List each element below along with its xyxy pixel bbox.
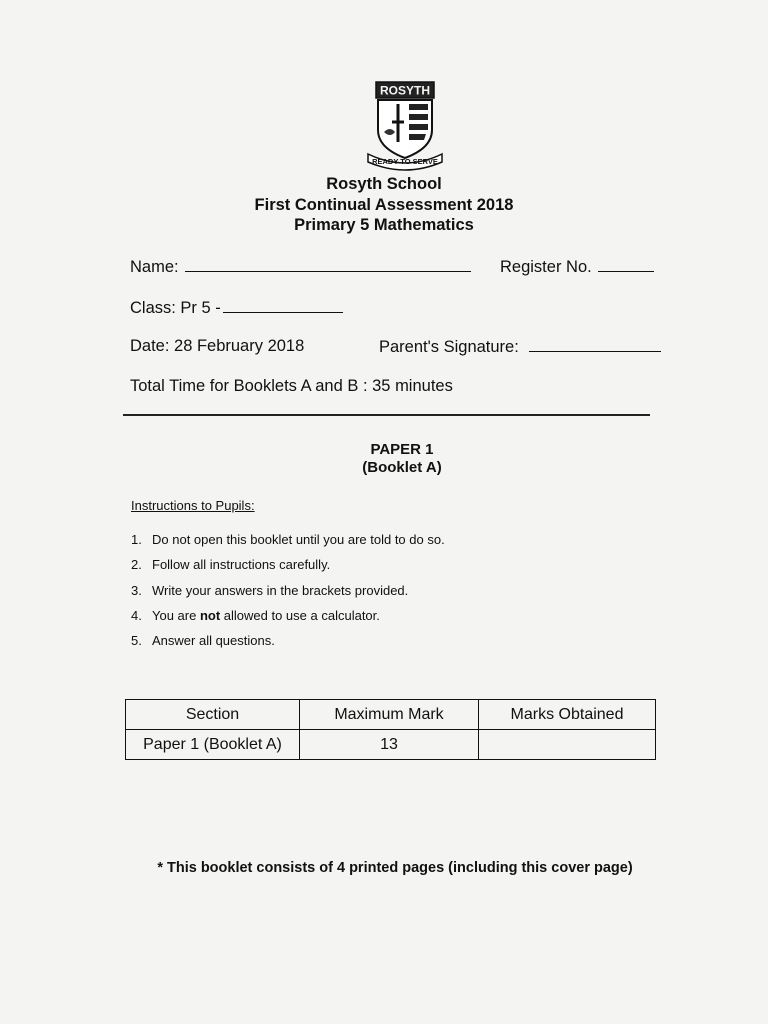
instructions-heading: Instructions to Pupils:	[131, 498, 255, 513]
school-name: Rosyth School	[326, 175, 442, 193]
school-crest-logo	[362, 80, 448, 172]
date-text: Date: 28 February 2018	[130, 337, 305, 355]
instruction-item: 4. You are not allowed to use a calculator.	[131, 607, 380, 623]
subject-title: Primary 5 Mathematics	[294, 216, 474, 234]
crest-banner-text: ROSYTH	[379, 83, 431, 98]
emphasis-not: not	[199, 607, 221, 623]
instruction-item: 2. Follow all instructions carefully.	[131, 557, 331, 573]
class-field[interactable]	[130, 298, 343, 318]
assessment-title: First Continual Assessment 2018	[254, 196, 514, 214]
register-label: Register No.	[500, 258, 592, 276]
name-blank-line[interactable]	[185, 257, 471, 272]
header-section: Section	[126, 700, 300, 730]
class-blank-line[interactable]	[223, 298, 343, 313]
signature-label: Parent's Signature:	[379, 338, 519, 356]
instruction-item: 3. Write your answers in the brackets provided.	[131, 582, 409, 598]
cell-section: Paper 1 (Booklet A)	[126, 730, 300, 760]
instruction-item: 5. Answer all questions.	[131, 633, 275, 649]
horizontal-divider	[123, 414, 650, 416]
instruction-item: 1. Do not open this booklet until you are told to do so.	[131, 532, 445, 547]
name-label: Name:	[130, 258, 179, 276]
total-time-text: Total Time for Booklets A and B : 35 minutes	[130, 377, 453, 395]
class-label: Class: Pr 5 -	[130, 299, 221, 317]
marks-table	[125, 699, 656, 760]
header-marks-obtained: Marks Obtained	[479, 700, 656, 730]
register-blank-line[interactable]	[598, 257, 654, 272]
booklet-title: (Booklet A)	[362, 459, 442, 476]
table-row	[126, 730, 656, 760]
header-maximum-mark: Maximum Mark	[300, 700, 479, 730]
paper-title: PAPER 1	[370, 441, 434, 458]
crest-motto-text: READY TO SERVE	[372, 157, 438, 166]
table-header-row	[126, 700, 656, 730]
booklet-page-count-note: * This booklet consists of 4 printed pages (including this cover page)	[157, 860, 633, 876]
cell-marks-obtained[interactable]	[479, 730, 656, 760]
signature-field[interactable]	[379, 337, 661, 357]
signature-blank-line[interactable]	[529, 337, 661, 352]
instructions-list	[131, 531, 445, 657]
register-field[interactable]	[500, 257, 654, 277]
name-field[interactable]	[130, 257, 471, 277]
cell-maximum-mark: 13	[300, 730, 479, 760]
